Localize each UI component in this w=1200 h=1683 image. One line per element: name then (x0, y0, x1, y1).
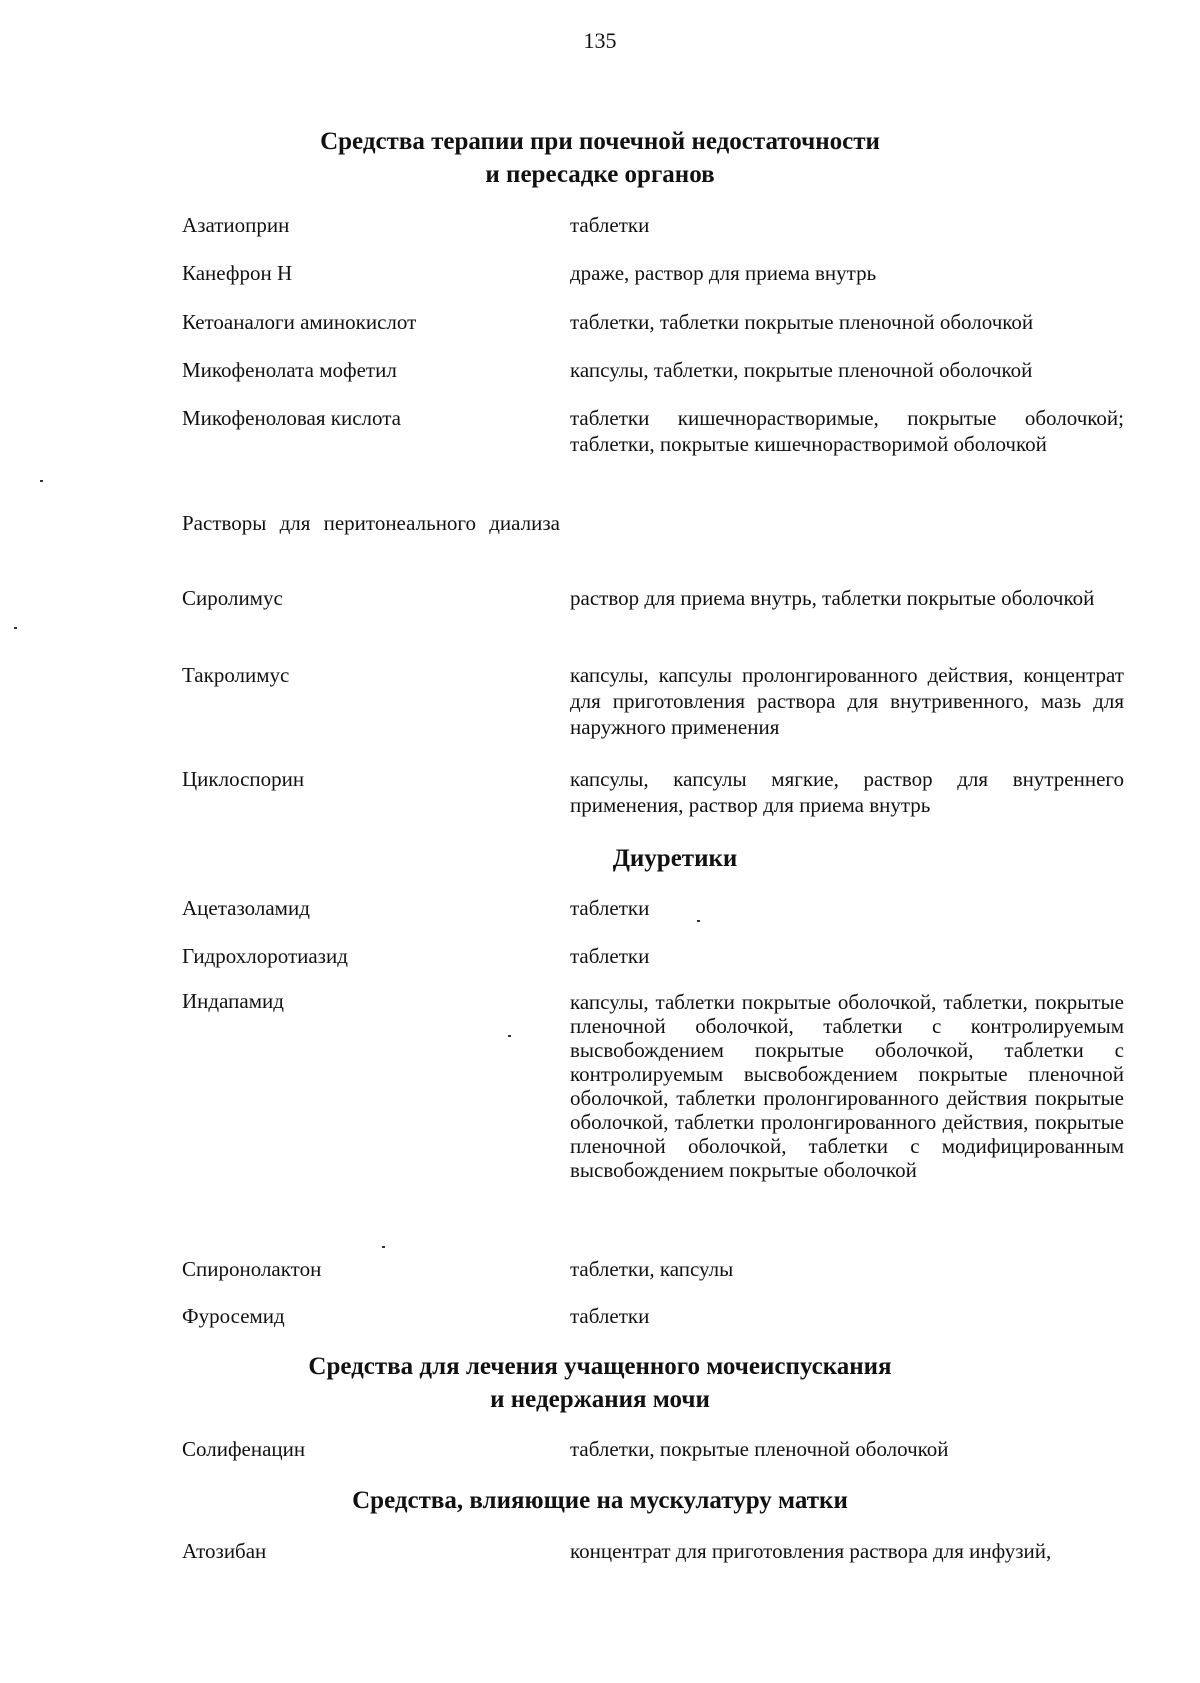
drug-name: Канефрон Н (182, 261, 293, 285)
drug-form: таблетки (570, 944, 650, 968)
drug-name: Солифенацин (182, 1437, 306, 1461)
drug-name: Кетоаналоги аминокислот (182, 310, 417, 334)
drug-name: Микофеноловая кислота (182, 406, 402, 430)
drug-name: Индапамид (182, 989, 284, 1013)
drug-form: таблетки, таблетки покрытые пленочной оболочкой (570, 310, 1034, 334)
drug-form: таблетки, покрытые пленочной оболочкой (570, 1437, 949, 1461)
section-title-line: Средства для лечения учащенного мочеиспускания (308, 1353, 892, 1380)
scan-speck (14, 627, 17, 629)
drug-name: Азатиоприн (182, 213, 290, 237)
drug-form: капсулы, таблетки покрытые оболочкой, таблетки, покрытые пленочной оболочкой, таблетки с контролируемым высвобождением покрытые оболочкой, таблетки с контролируемым высвобождением покрытые пленочной оболочкой, таблетки пролонгированного действия покрытые оболочкой, таблетки пролонгированного действия, покрытые пленочной оболочкой, таблетки с модифицированным высвобождением покрытые оболочкой (570, 990, 1124, 1182)
section-title-renal (0, 125, 1200, 191)
drug-name: Циклоспорин (182, 767, 305, 791)
scan-speck (382, 1246, 385, 1248)
drug-form: таблетки, капсулы (570, 1257, 734, 1281)
drug-form: капсулы, таблетки, покрытые пленочной оболочкой (570, 358, 1033, 382)
drug-form: таблетки кишечнорастворимые, покрытые оболочкой; таблетки, покрытые кишечнорастворимой оболочкой (570, 406, 1124, 456)
drug-form: раствор для приема внутрь, таблетки покрытые оболочкой (570, 586, 1095, 610)
section-title-diuretics (0, 842, 1200, 875)
drug-form: капсулы, капсулы пролонгированного действия, концентрат для приготовления раствора для внутривенного, мазь для наружного применения (570, 663, 1124, 739)
drug-name: Ацетазоламид (182, 896, 310, 920)
drug-form: капсулы, капсулы мягкие, раствор для внутреннего применения, раствор для приема внутрь (570, 767, 1124, 817)
drug-form: таблетки (570, 896, 650, 920)
drug-name: Сиролимус (182, 586, 283, 610)
drug-name: Атозибан (182, 1539, 267, 1563)
scan-speck (697, 920, 700, 922)
drug-form: таблетки (570, 213, 650, 237)
drug-form: концентрат для приготовления раствора для инфузий, (570, 1539, 1052, 1563)
scan-speck (40, 480, 43, 482)
drug-form: драже, раствор для приема внутрь (570, 261, 877, 285)
section-title-line: и недержания мочи (490, 1386, 710, 1413)
drug-name: Такролимус (182, 663, 290, 687)
section-title-line: и пересадке органов (485, 161, 715, 188)
section-title-line: Диуретики (612, 845, 738, 872)
section-title-uterus (0, 1484, 1200, 1517)
drug-form: таблетки (570, 1304, 650, 1328)
section-title-urination (0, 1350, 1200, 1416)
drug-name: Микофенолата мофетил (182, 358, 397, 382)
section-title-line: Средства, влияющие на мускулатуру матки (352, 1487, 848, 1514)
scan-speck (508, 1035, 511, 1037)
drug-name: Гидрохлоротиазид (182, 944, 348, 968)
page-number: 135 (583, 28, 617, 53)
drug-name: Растворы для перитонеального диализа (182, 511, 560, 535)
drug-name: Фуросемид (182, 1304, 285, 1328)
section-title-line: Средства терапии при почечной недостаточности (320, 128, 880, 155)
drug-name: Спиронолактон (182, 1257, 322, 1281)
